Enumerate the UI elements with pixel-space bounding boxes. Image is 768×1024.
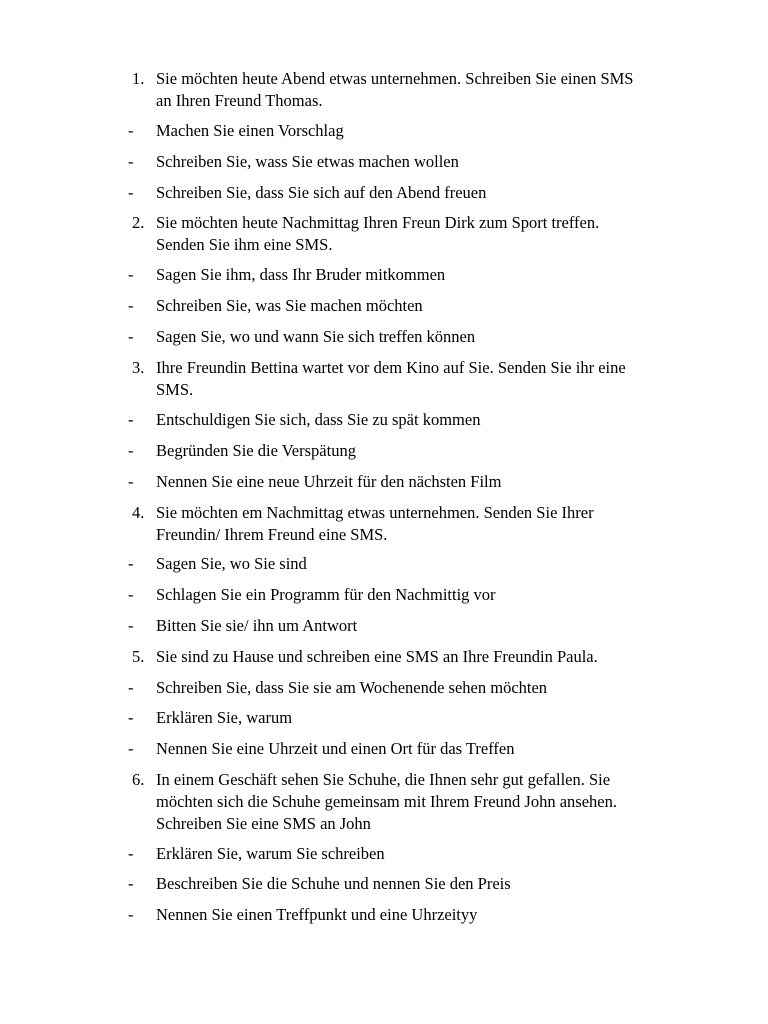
item-text: Sagen Sie, wo Sie sind (156, 554, 307, 573)
item-dash: - (128, 678, 134, 697)
item-number: 2. (132, 213, 145, 232)
item-dash: - (128, 327, 134, 346)
item-text: Erklären Sie, warum Sie schreiben (156, 844, 385, 863)
item-text: Sie möchten em Nachmittag etwas unternehmen. Senden Sie Ihrer Freundin/ Ihrem Freund eine SMS. (156, 503, 594, 544)
item-text: Schlagen Sie ein Programm für den Nachmittig vor (156, 585, 496, 604)
item-text: Sie sind zu Hause und schreiben eine SMS an Ihre Freundin Paula. (156, 647, 598, 666)
item-number: 3. (132, 358, 145, 377)
item-text: In einem Geschäft sehen Sie Schuhe, die Ihnen sehr gut gefallen. Sie möchten sich die Schuhe gemeinsam mit Ihrem Freund John ansehen. Schreiben Sie eine SMS an John (156, 770, 617, 833)
item-dash: - (128, 905, 134, 924)
item-text: Erklären Sie, warum (156, 708, 293, 727)
item-dash: - (128, 296, 134, 315)
item-number: 6. (132, 770, 145, 789)
item-dash: - (128, 874, 134, 893)
item-dash: - (128, 410, 134, 429)
item-number: 4. (132, 503, 145, 522)
item-number: 1. (132, 69, 145, 88)
item-text: Machen Sie einen Vorschlag (156, 121, 344, 140)
item-text: Bitten Sie sie/ ihn um Antwort (156, 616, 358, 635)
item-dash: - (128, 844, 134, 863)
item-dash: - (128, 554, 134, 573)
item-dash: - (128, 585, 134, 604)
item-text: Entschuldigen Sie sich, dass Sie zu spät kommen (156, 410, 481, 429)
item-dash: - (128, 441, 134, 460)
item-number: 5. (132, 647, 145, 666)
item-text: Nennen Sie eine neue Uhrzeit für den nächsten Film (156, 472, 502, 491)
item-text: Sagen Sie ihm, dass Ihr Bruder mitkommen (156, 265, 446, 284)
item-text: Begründen Sie die Verspätung (156, 441, 356, 460)
item-dash: - (128, 265, 134, 284)
item-dash: - (128, 121, 134, 140)
item-text: Nennen Sie einen Treffpunkt und eine Uhrzeityy (156, 905, 478, 924)
item-text: Sagen Sie, wo und wann Sie sich treffen können (156, 327, 476, 346)
item-text: Sie möchten heute Nachmittag Ihren Freun Dirk zum Sport treffen. Senden Sie ihm eine SMS. (156, 213, 600, 254)
item-text: Schreiben Sie, was Sie machen möchten (156, 296, 423, 315)
item-text: Schreiben Sie, dass Sie sich auf den Abend freuen (156, 183, 487, 202)
item-dash: - (128, 616, 134, 635)
item-text: Beschreiben Sie die Schuhe und nennen Sie den Preis (156, 874, 511, 893)
item-text: Ihre Freundin Bettina wartet vor dem Kino auf Sie. Senden Sie ihr eine SMS. (156, 358, 626, 399)
item-text: Sie möchten heute Abend etwas unternehmen. Schreiben Sie einen SMS an Ihren Freund Thomas. (156, 69, 634, 110)
item-dash: - (128, 152, 134, 171)
item-text: Schreiben Sie, dass Sie sie am Wochenende sehen möchten (156, 678, 548, 697)
item-dash: - (128, 708, 134, 727)
item-dash: - (128, 472, 134, 491)
item-dash: - (128, 183, 134, 202)
item-dash: - (128, 739, 134, 758)
item-text: Nennen Sie eine Uhrzeit und einen Ort für das Treffen (156, 739, 515, 758)
item-text: Schreiben Sie, wass Sie etwas machen wollen (156, 152, 459, 171)
